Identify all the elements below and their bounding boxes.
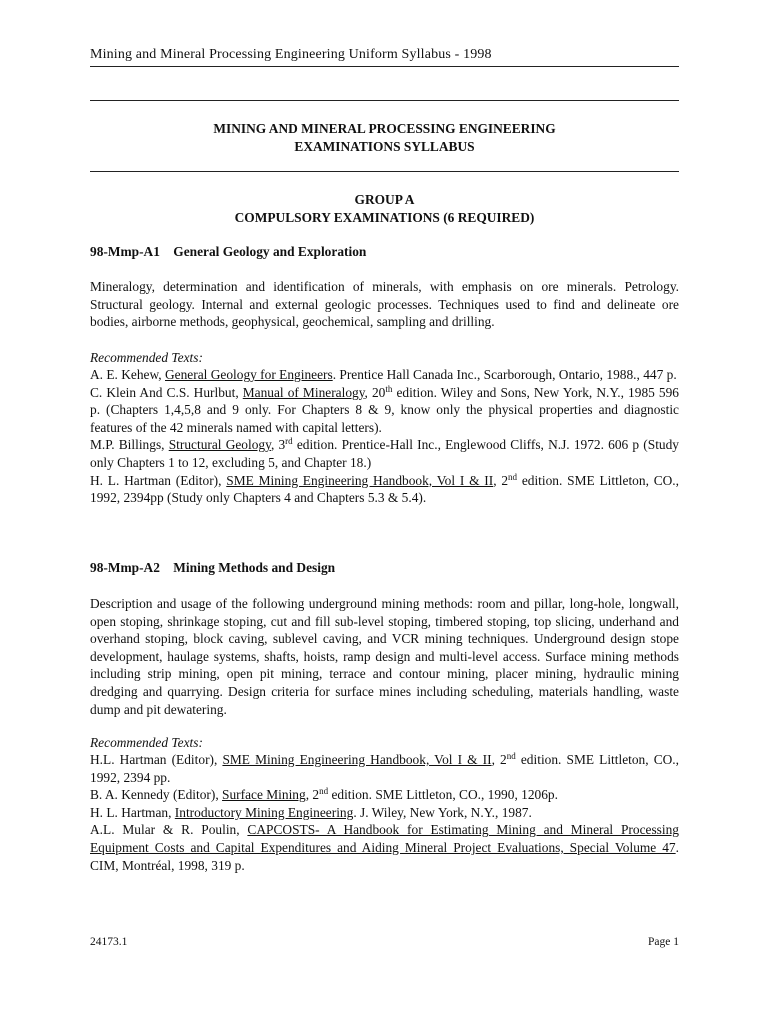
section-a2-heading [90,559,335,577]
document-title-line-1: MINING AND MINERAL PROCESSING ENGINEERING [213,121,556,136]
title-bottom-rule [90,171,679,172]
section-a1-recommended-label: Recommended Texts: [90,350,203,365]
reference-item: H.L. Hartman (Editor), SME Mining Engineering Handbook, Vol I & II, 2nd edition. SME Littleton, CO., 1992, 2394 pp. [90,751,680,785]
page-number: Page 1 [648,936,679,948]
group-heading-line-1: GROUP A [354,192,415,207]
reference-item: B. A. Kennedy (Editor), Surface Mining, 2nd edition. SME Littleton, CO., 1990, 1206p. [90,786,558,803]
document-title-line-2: EXAMINATIONS SYLLABUS [294,139,475,154]
document-number: 24173.1 [90,936,128,948]
reference-item: H. L. Hartman, Introductory Mining Engineering. J. Wiley, New York, N.Y., 1987. [90,804,532,820]
group-heading-line-2: COMPULSORY EXAMINATIONS (6 REQUIRED) [234,210,535,225]
section-a2-recommended-label: Recommended Texts: [90,735,203,750]
reference-item: H. L. Hartman (Editor), SME Mining Engineering Handbook, Vol I & II, 2nd edition. SME Littleton, CO., 1992, 2394pp (Study only Chapters 4 and Chapters 5.3 & 5.4). [90,471,679,506]
header-rule [90,66,679,67]
reference-item: M.P. Billings, Structural Geology, 3rd edition. Prentice-Hall Inc., Englewood Cliffs, N.J. 1972. 606 p (Study only Chapters 1 to 12, excluding 5, and Chapter 18.) [90,436,679,470]
reference-item: C. Klein And C.S. Hurlbut, Manual of Mineralogy, 20th edition. Wiley and Sons, New York, N.Y., 1985 596 p. (Chapters 1,4,5,8 and 9 only. For Chapters 8 & 9, know only the physical properties and diagnostic features of the 42 minerals named with capital letters). [90,383,679,435]
section-a1-description: Mineralogy, determination and identification of minerals, with emphasis on ore minerals. Petrology. Structural geology. Internal and external geologic processes. Techniques used to find and delineate ore bodies, airborne methods, geophysical, geochemical, sampling and drilling. [90,279,679,330]
section-a2-code: 98-Mmp-A2 [90,560,160,575]
running-header: Mining and Mineral Processing Engineering Uniform Syllabus - 1998 [90,47,492,62]
document-title [90,120,679,156]
section-a1-name: General Geology and Exploration [173,244,367,259]
reference-item: A. E. Kehew, General Geology for Engineers. Prentice Hall Canada Inc., Scarborough, Ontario, 1988., 447 p. [90,367,677,382]
section-a2-references [90,751,679,874]
section-a1-code: 98-Mmp-A1 [90,244,160,259]
title-top-rule [90,100,679,101]
section-a1-references [90,366,679,507]
section-a1-heading [90,243,366,261]
document-page [90,0,679,1024]
group-heading [90,191,679,227]
section-a2-name: Mining Methods and Design [173,560,336,575]
reference-item: A.L. Mular & R. Poulin, CAPCOSTS- A Handbook for Estimating Mining and Mineral Processing Equipment Costs and Capital Expenditures and Aiding Mineral Project Evaluations, Special Volume 47. CIM, Montréal, 1998, 319 p. [90,822,679,873]
section-a2-description: Description and usage of the following underground mining methods: room and pillar, long-hole, longwall, open stoping, shrinkage stoping, cut and fill sub-level stoping, timbered stoping, top slicing, underhand and overhand stoping, block caving, sublevel caving, and VCR mining techniques. Underground design stope development, haulage systems, shafts, hoists, ramp design and multi-level access. Surface mining methods including strip mining, open pit mining, terrace and contour mining, placer mining, hydraulic mining dredging and quarrying. Design criteria for surface mines including scheduling, materials handling, waste dump and pit dewatering. [90,596,679,717]
